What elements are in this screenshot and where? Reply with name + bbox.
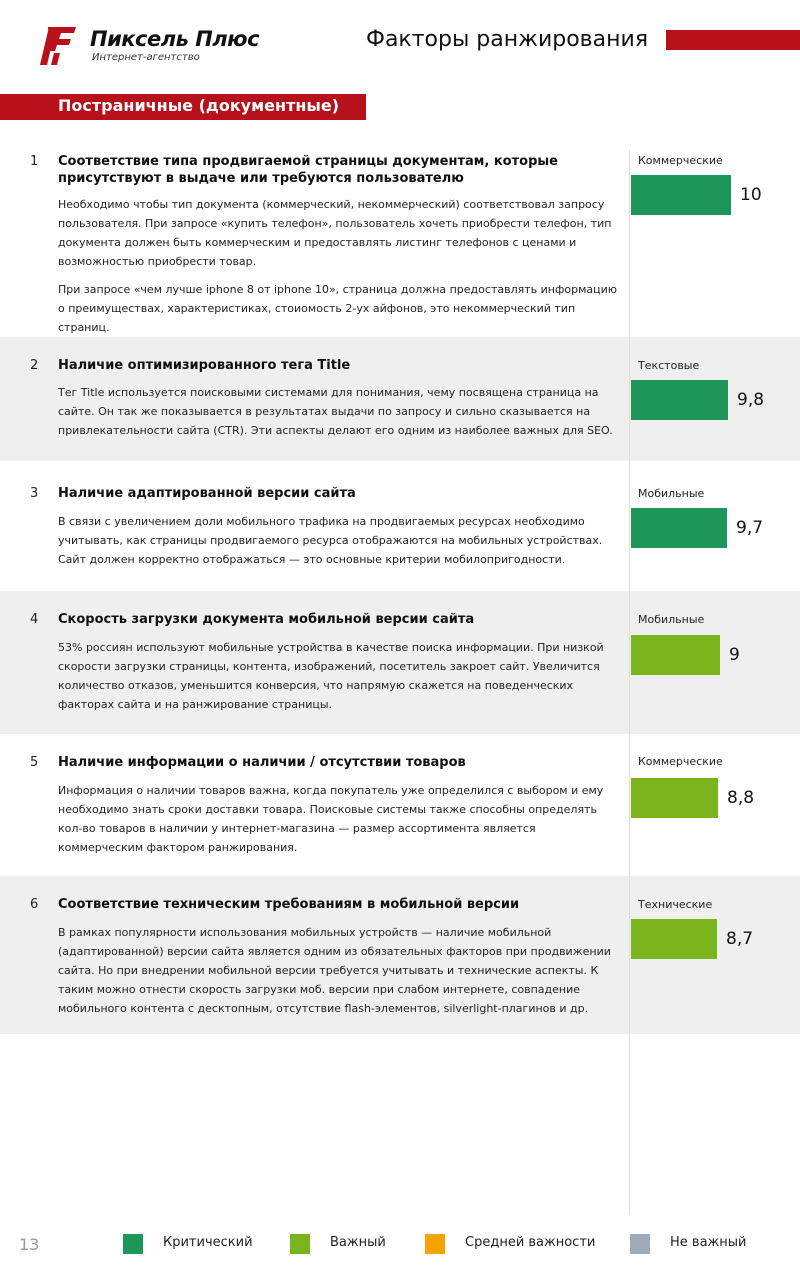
legend-label: Важный [330,1235,386,1250]
legend-label: Средней важности [465,1235,596,1250]
legend-swatch [290,1234,310,1254]
legend-label: Критический [163,1235,253,1250]
legend-swatch [123,1234,143,1254]
title-accent-bar [666,30,800,50]
factor-description [58,781,618,866]
factor-row [0,591,800,734]
factor-category: Технические [638,898,713,911]
page-title: Факторы ранжирования [366,27,649,52]
factor-paragraph: Необходимо чтобы тип документа (коммерческий, некоммерческий) соответствовал запросу пользователя. При запросе «купить телефон», пользователь хочеть приобрести телефон, тип документа должен быть коммерческим и предоставлять листинг телефонов с ценами и возможностью приобрести товар. [58,198,612,268]
factor-title: Наличие адаптированной версии сайта [58,486,356,501]
score-value: 10 [740,185,762,205]
factor-description [58,195,618,346]
factor-title: Соответствие техническим требованиям в мобильной версии [58,897,520,912]
factor-number: 4 [30,612,39,627]
factor-row [0,462,800,590]
factor-title: Наличие информации о наличии / отсутствии товаров [58,755,466,770]
factor-number: 5 [30,755,39,770]
factor-title: Соответствие типа продвигаемой страницы документам, которые присутствуют в выдаче или требуются пользователю [58,154,558,186]
score-column-divider [629,150,630,1215]
factor-number: 1 [30,154,39,169]
legend-swatch [630,1234,650,1254]
factor-category: Текстовые [638,359,700,372]
score-value: 9,7 [736,518,764,538]
score-bar [631,778,718,818]
score-value: 9 [729,645,740,665]
factor-row [0,337,800,461]
score-value: 9,8 [737,390,765,410]
factor-paragraph: Тег Title используется поисковыми системами для понимания, чему посвящена страница на сайте. Он так же показывается в результатах выдачи по запросу и сильно сказывается на привлекательности сайта (CTR). Эти аспекты делают его одним из наиболее важных для SEO. [58,386,613,437]
factor-description [58,383,618,449]
factor-description [58,923,618,1027]
section-header [0,94,366,120]
factor-title: Наличие оптимизированного тега Title [58,358,351,373]
factor-paragraph: Информация о наличии товаров важна, когда покупатель уже определился с выбором и ему необходимо знать сроки доставки товара. Поисковые системы также способны определять кол-во товаров в наличии у интернет-магазина — размер ассортимента является коммерческим фактором ранжирования. [58,784,604,854]
logo-subtitle: Интернет-агентство [92,52,200,63]
page-number: 13 [19,1235,40,1254]
section-title: Постраничные (документные) [58,96,340,115]
factor-row [0,150,800,336]
pixel-plus-logo-icon [40,27,76,65]
factor-number: 2 [30,358,39,373]
factor-paragraph: В рамках популярности использования мобильных устройств — наличие мобильной (адаптированной) версии сайта является одним из обязательных факторов при продвижении сайта. Но при внедрении мобильной версии требуется учитывать и технические аспекты. К таким можно отнести скорость загрузки моб. версии при слабом интернете, совпадение мобильного контента с десктопным, отсутствие flash-элементов, silverlight-плагинов и др. [58,926,611,1015]
factor-category: Коммерческие [638,154,723,167]
legend-label: Не важный [670,1235,747,1250]
legend-swatch [425,1234,445,1254]
score-bar [631,175,731,215]
factor-description [58,512,618,578]
factor-title: Скорость загрузки документа мобильной версии сайта [58,612,475,627]
score-value: 8,7 [726,929,754,949]
factor-category: Мобильные [638,613,705,626]
score-bar [631,635,720,675]
score-bar [631,380,728,420]
score-bar [631,508,727,548]
factor-paragraph: В связи с увеличением доли мобильного трафика на продвигаемых ресурсах необходимо учитывать, как страницы продвигаемого ресурса отображаются на мобильных устройствах. Сайт должен корректно отображаться — это основные критерии мобилопригодности. [58,515,603,566]
score-value: 8,8 [727,788,755,808]
factor-number: 3 [30,486,39,501]
factor-description [58,638,618,723]
score-bar [631,919,717,959]
factor-paragraph: При запросе «чем лучше iphone 8 от iphone 10», страница должна предоставлять информацию о преимуществах, характеристиках, стоиомость 2-ух айфонов, это некоммерческий тип страниц. [58,283,618,334]
factor-category: Мобильные [638,487,705,500]
logo-name: Пиксель Плюс [90,27,260,51]
factor-row [0,876,800,1034]
factor-number: 6 [30,897,39,912]
factor-category: Коммерческие [638,755,723,768]
factor-paragraph: 53% россиян используют мобильные устройства в качестве поиска информации. При низкой скорости загрузки страницы, контента, изображений, посетитель закроет сайт. Увеличится количество отказов, уменьшится конверсия, что напрямую скажется на поведенческих факторах сайта и на ранжирование страницы. [58,641,604,711]
factor-row [0,735,800,875]
